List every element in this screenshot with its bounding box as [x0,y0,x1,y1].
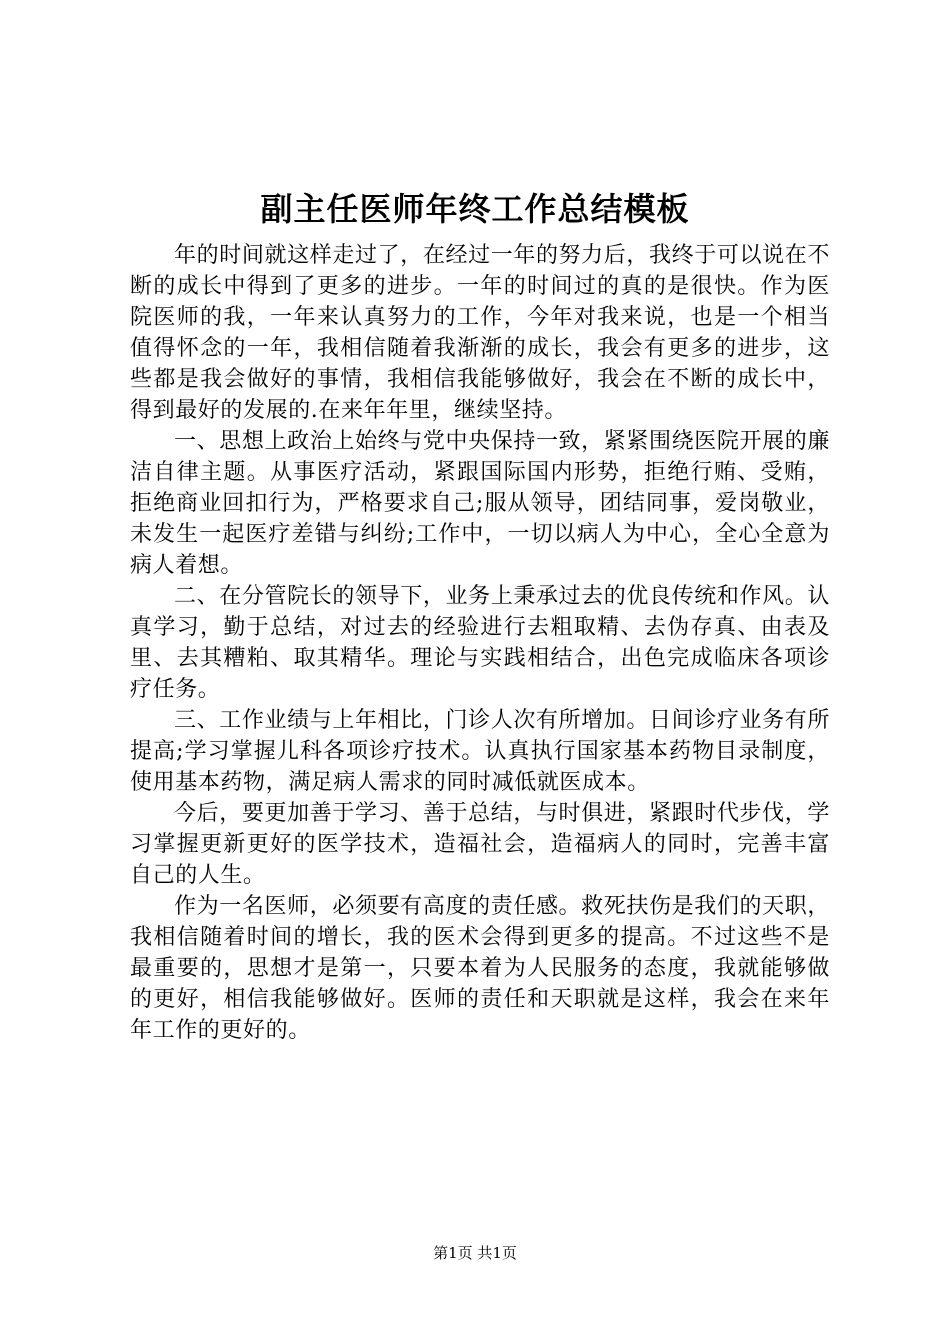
paragraph-section-3: 三、工作业绩与上年相比，门诊人次有所增加。日间诊疗业务有所提高;学习掌握儿科各项诊疗技术。认真执行国家基本药物目录制度，使用基本药物，满足病人需求的同时减低就医成本。 [130,708,830,795]
page-title: 副主任医师年终工作总结模板 [260,190,690,228]
paragraph-conclusion: 作为一名医师，必须要有高度的责任感。救死扶伤是我们的天职，我相信随着时间的增长，我的医术会得到更多的提高。不过这些不是最重要的，思想才是第一，只要本着为人民服务的态度，我就能够做的更好，相信我能够做好。医师的责任和天职就是这样，我会在来年年工作的更好的。 [130,894,830,1043]
paragraph-intro: 年的时间就这样走过了，在经过一年的努力后，我终于可以说在不断的成长中得到了更多的进步。一年的时间过的真的是很快。作为医院医师的我，一年来认真努力的工作，今年对我来说，也是一个相当值得怀念的一年，我相信随着我渐渐的成长，我会有更多的进步，这些都是我会做好的事情，我相信我能够做好，我会在不断的成长中，得到最好的发展的.在来年年里，继续坚持。 [130,243,830,423]
document-body [130,240,830,1046]
paragraph-future: 今后，要更加善于学习、善于总结，与时俱进，紧跟时代步伐，学习掌握更新更好的医学技术，造福社会，造福病人的同时，完善丰富自己的人生。 [130,801,830,888]
page-number-footer: 第1页 共1页 [433,1244,517,1262]
paragraph-section-2: 二、在分管院长的领导下，业务上秉承过去的优良传统和作风。认真学习，勤于总结，对过去的经验进行去粗取精、去伪存真、由表及里、去其糟粕、取其精华。理论与实践相结合，出色完成临床各项诊疗任务。 [130,584,830,702]
paragraph-section-1: 一、思想上政治上始终与党中央保持一致，紧紧围绕医院开展的廉洁自律主题。从事医疗活动，紧跟国际国内形势，拒绝行贿、受贿，拒绝商业回扣行为，严格要求自己;服从领导，团结同事，爱岗敬业，未发生一起医疗差错与纠纷;工作中，一切以病人为中心，全心全意为病人着想。 [130,429,830,578]
